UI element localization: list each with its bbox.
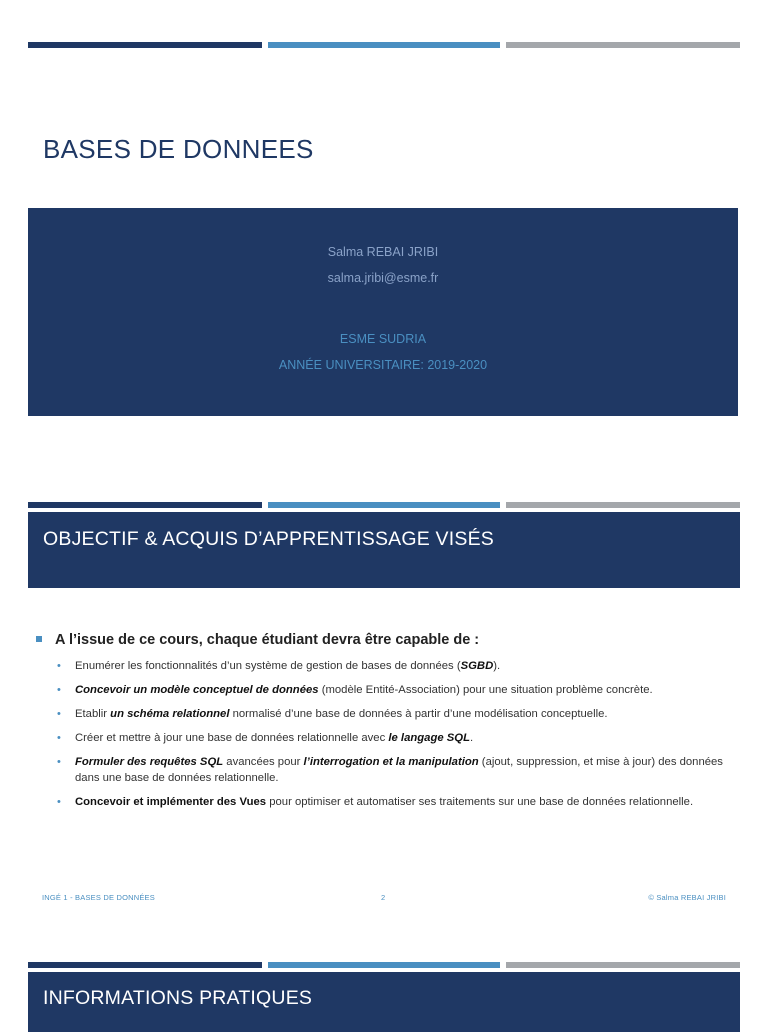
intro-text: A l’issue de ce cours, chaque étudiant devra être capable de : (55, 632, 480, 648)
slide1-banner (28, 208, 738, 416)
list-item (57, 794, 727, 810)
accent-bar-blue (268, 42, 500, 48)
item-emphasis: SGBD (460, 660, 494, 672)
author-name: Salma REBAI JRIBI (327, 245, 439, 259)
item-text: Enumérer les fonctionnalités d’un système de gestion de bases de données ( (75, 660, 461, 672)
accent-bar-blue (268, 502, 500, 508)
bullet-dot-icon: • (57, 756, 61, 768)
slide2-title: OBJECTIF & ACQUIS D’APPRENTISSAGE VISÉS (43, 528, 494, 550)
accent-bar-gray (506, 962, 740, 968)
slide3-title: INFORMATIONS PRATIQUES (43, 987, 313, 1009)
accent-bar-blue (268, 962, 500, 968)
bullet-dot-icon: • (57, 684, 61, 696)
academic-year: ANNÉE UNIVERSITAIRE: 2019-2020 (278, 358, 488, 372)
list-item (57, 658, 727, 674)
item-emphasis: un schéma relationnel (110, 708, 230, 720)
accent-bar-dark (28, 42, 262, 48)
item-emphasis: le langage SQL (388, 732, 470, 744)
item-text: (modèle Entité-Association) pour une situation problème concrète. (318, 684, 653, 696)
item-text: (ajout, suppression, et mise à jour) des données dans une base de données relationnelle. (75, 756, 723, 784)
slide2-title-band (28, 512, 740, 588)
accent-bar-gray (506, 502, 740, 508)
list-item (57, 682, 727, 698)
school-name: ESME SUDRIA (339, 332, 427, 346)
list-item (57, 730, 727, 746)
bullet-dot-icon: • (57, 660, 61, 672)
objectives-list (57, 658, 727, 818)
bullet-dot-icon: • (57, 732, 61, 744)
bullet-dot-icon: • (57, 796, 61, 808)
item-text: pour optimiser et automatiser ses traitements sur une base de données relationnelle. (266, 796, 694, 808)
item-emphasis: Formuler des requêtes SQL (75, 756, 224, 768)
item-text: Etablir (75, 708, 111, 720)
item-emphasis: l’interrogation et la manipulation (303, 756, 479, 768)
item-emphasis: Concevoir et implémenter des Vues (75, 796, 267, 808)
item-text: ). (493, 660, 501, 672)
footer-course: INGÉ 1 - BASES DE DONNÉES (42, 893, 155, 902)
item-emphasis: Concevoir un modèle conceptuel de données (75, 684, 319, 696)
bullet-dot-icon: • (57, 708, 61, 720)
intro-bullet (36, 632, 479, 648)
item-text: . (470, 732, 474, 744)
item-text: avancées pour (223, 756, 304, 768)
accent-bar-dark (28, 962, 262, 968)
list-item (57, 706, 727, 722)
item-text: Créer et mettre à jour une base de données relationnelle avec (75, 732, 389, 744)
slide1-title: BASES DE DONNEES (43, 134, 314, 164)
accent-bar-dark (28, 502, 262, 508)
item-text: normalisé d’une base de données à partir d’une modélisation conceptuelle. (229, 708, 608, 720)
slide3-title-band (28, 972, 740, 1032)
accent-bar-gray (506, 42, 740, 48)
list-item (57, 754, 727, 786)
square-bullet-icon (36, 636, 42, 642)
author-email: salma.jribi@esme.fr (327, 271, 439, 285)
footer-page-number: 2 (381, 893, 386, 902)
footer-copyright: © Salma REBAI JRIBI (648, 893, 726, 902)
